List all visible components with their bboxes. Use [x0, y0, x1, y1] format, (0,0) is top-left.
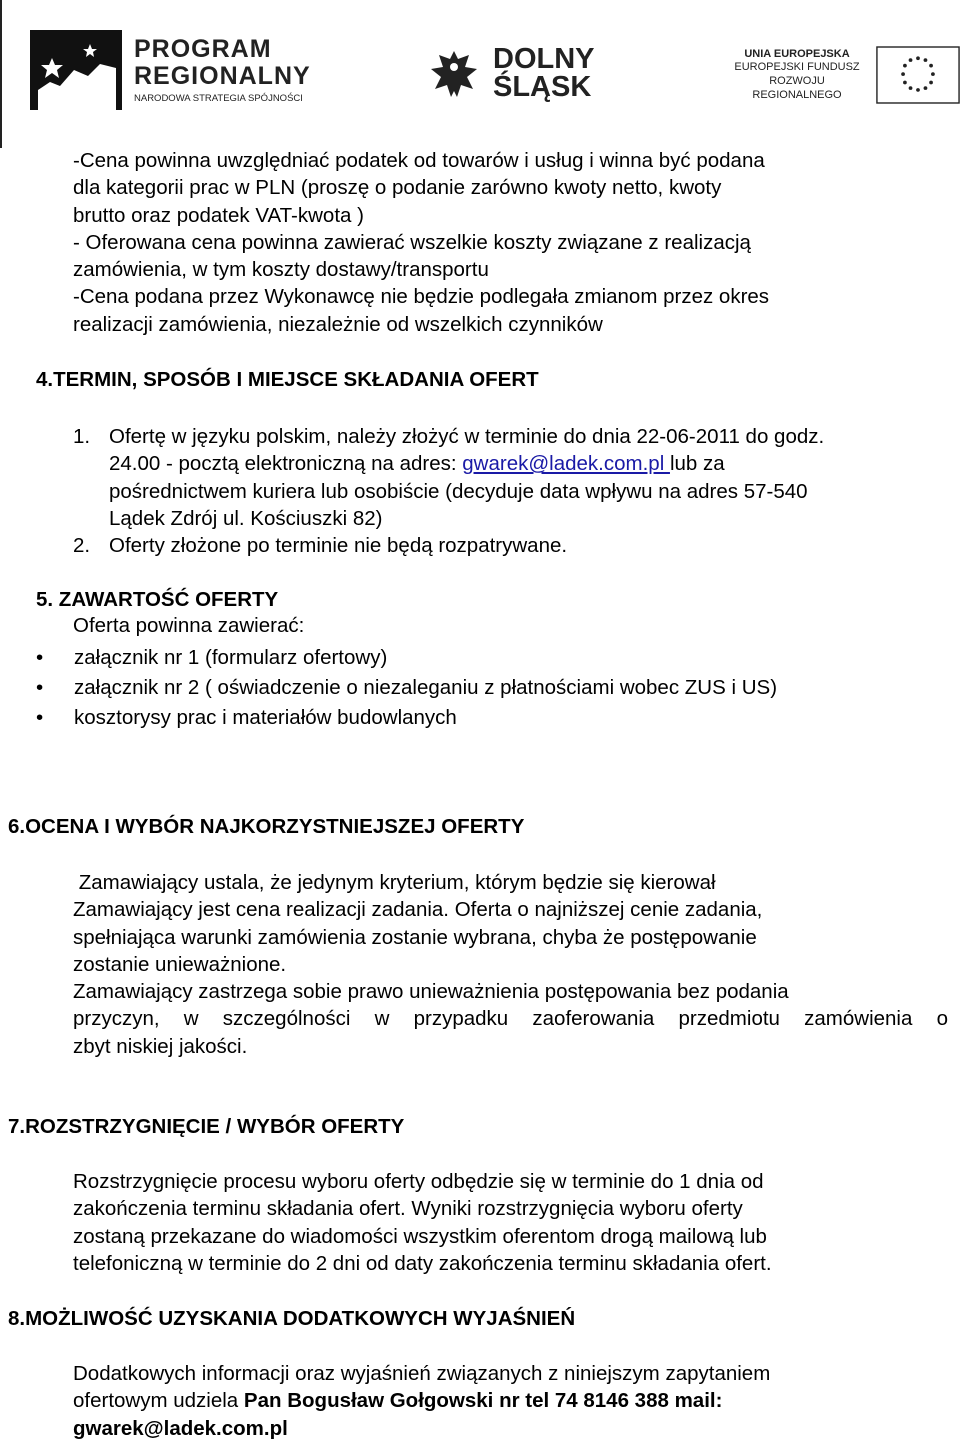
- price-paragraph: [73, 147, 769, 338]
- section6-line: zbyt niskiej jakości.: [73, 1034, 248, 1058]
- program-regionalny-emblem-icon: [30, 30, 122, 110]
- item1-line2: [109, 450, 824, 477]
- section5-intro: Oferta powinna zawierać:: [73, 614, 305, 637]
- section6-line: Zamawiający zastrzega sobie prawo unieważnienia postępowania bez podania: [73, 980, 789, 1004]
- bullet-icon: •: [36, 676, 44, 699]
- logo1-line3: NARODOWA STRATEGIA SPÓJNOŚCI: [134, 92, 303, 104]
- item1-line2-pre: 24.00 - pocztą elektroniczną na adres:: [109, 452, 463, 476]
- header-logos: [0, 0, 960, 148]
- eu-flag-icon: [876, 44, 960, 106]
- price-line: - Oferowana cena powinna zawierać wszelkie koszty związane z realizacją: [73, 230, 751, 254]
- section8-line3: [73, 1415, 770, 1442]
- list-item: [36, 703, 777, 733]
- logo3-line2: EUROPEJSKI FUNDUSZ: [734, 61, 860, 74]
- section6-line: zostanie unieważnione.: [73, 952, 287, 976]
- price-line: realizacji zamówienia, niezależnie od wszelkich czynników: [73, 312, 603, 336]
- list-item-text: kosztorysy prac i materiałów budowlanych: [74, 706, 457, 729]
- bullet-icon: •: [36, 646, 44, 669]
- logo2-line2: ŚLĄSK: [493, 71, 592, 103]
- logo1-line2: REGIONALNY: [134, 61, 311, 90]
- item-number: 1.: [73, 425, 91, 448]
- contact-email: gwarek@ladek.com.pl: [73, 1416, 288, 1440]
- list-item-text: załącznik nr 2 ( oświadczenie o niezaleganiu z płatnościami wobec ZUS i US): [74, 676, 778, 699]
- contact-person: Pan Bogusław Gołgowski nr tel 74 8146 388 mail:: [243, 1389, 723, 1413]
- section6-line: spełniająca warunki zamówienia zostanie wybrana, chyba że postępowanie: [73, 925, 757, 949]
- section8-line1: Dodatkowych informacji oraz wyjaśnień związanych z niniejszym zapytaniem: [73, 1362, 771, 1385]
- section4-item-2: [73, 532, 824, 559]
- logo1-line1: PROGRAM: [134, 34, 272, 63]
- section5-title: 5. ZAWARTOŚĆ OFERTY: [36, 588, 279, 611]
- section7-line: Rozstrzygnięcie procesu wyboru oferty odbędzie się w terminie do 1 dnia od: [73, 1170, 764, 1193]
- price-line: brutto oraz podatek VAT-kwota ): [73, 203, 364, 227]
- item1-line1: Ofertę w języku polskim, należy złożyć w terminie do dnia 22-06-2011 do godz.: [109, 425, 825, 448]
- item-number: 2.: [73, 534, 91, 558]
- list-item-text: załącznik nr 1 (formularz ofertowy): [74, 646, 388, 669]
- list-item: [36, 643, 777, 673]
- item1-line2-post: lub za: [669, 452, 725, 476]
- section4-title: 4.TERMIN, SPOSÓB I MIEJSCE SKŁADANIA OFERT: [36, 368, 539, 391]
- eu-fund-logo: [728, 44, 960, 106]
- logo3-line3: ROZWOJU REGIONALNEGO: [752, 75, 842, 101]
- price-line: zamówienia, w tym koszty dostawy/transportu: [73, 258, 489, 282]
- section8-body: [73, 1360, 770, 1442]
- price-line: -Cena podana przez Wykonawcę nie będzie podlegała zmianom przez okres: [73, 285, 770, 309]
- price-line: dla kategorii prac w PLN (proszę o podanie zarówno kwoty netto, kwoty: [73, 176, 722, 200]
- logo3-line1: UNIA EUROPEJSKA: [744, 47, 850, 60]
- section4-item-1: [73, 423, 824, 532]
- section7-line: telefoniczną w terminie do 2 dni od daty zakończenia terminu składania ofert.: [73, 1251, 772, 1275]
- section4-list: [73, 423, 824, 559]
- header-divider: [0, 0, 2, 148]
- section8-title: 8.MOŻLIWOŚĆ UZYSKANIA DODATKOWYCH WYJAŚNIEŃ: [8, 1307, 576, 1330]
- section7-line: zakończenia terminu składania ofert. Wyniki rozstrzygnięcia wyboru oferty: [73, 1197, 743, 1221]
- section8-line2: [73, 1387, 770, 1414]
- section5-list: [36, 643, 777, 733]
- bullet-icon: •: [36, 706, 44, 729]
- section6-line: Zamawiający jest cena realizacji zadania. Oferta o najniższej cenie zadania,: [73, 898, 763, 922]
- section7-line: zostaną przekazane do wiadomości wszystkim oferentom drogą mailową lub: [73, 1224, 767, 1248]
- section7-body: [73, 1168, 772, 1277]
- item1-line4: Lądek Zdrój ul. Kościuszki 82): [109, 506, 383, 530]
- program-regionalny-logo: [30, 30, 311, 110]
- section6-title: 6.OCENA I WYBÓR NAJKORZYSTNIEJSZEJ OFERTY: [8, 815, 525, 838]
- section7-title: 7.ROZSTRZYGNIĘCIE / WYBÓR OFERTY: [8, 1115, 405, 1138]
- list-item: [36, 673, 777, 703]
- section6-line: przyczyn, w szczególności w przypadku zaoferowania przedmiotu zamówienia o: [73, 1007, 948, 1031]
- logo2-line1: DOLNY: [493, 43, 595, 76]
- eagle-icon: [425, 45, 483, 103]
- section8-line2-pre: ofertowym udziela: [73, 1389, 244, 1413]
- email-link[interactable]: gwarek@ladek.com.pl: [462, 452, 670, 476]
- section6-line: Zamawiający ustala, że jedynym kryterium, którym będzie się kierował: [73, 871, 716, 894]
- section6-body: [73, 869, 948, 1060]
- price-line: -Cena powinna uwzględniać podatek od towarów i usług i winna być podana: [73, 149, 765, 172]
- item2-text: Oferty złożone po terminie nie będą rozpatrywane.: [109, 534, 568, 558]
- item1-line3: pośrednictwem kuriera lub osobiście (decyduje data wpływu na adres 57-540: [109, 479, 808, 503]
- dolny-slask-logo: [425, 44, 595, 104]
